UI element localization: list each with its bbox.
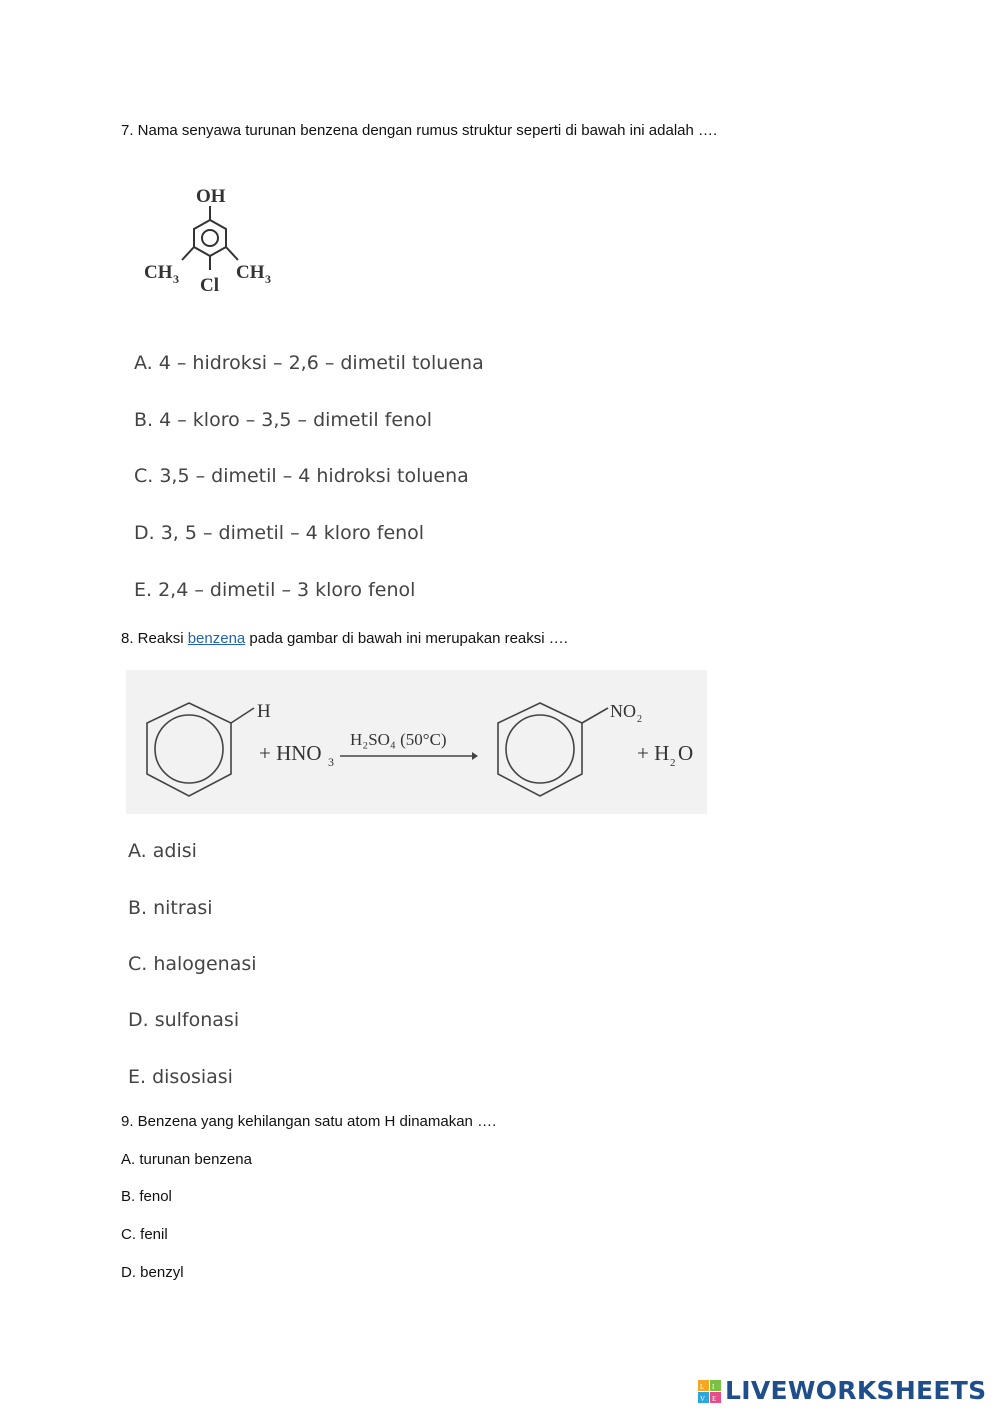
q8-option-c[interactable]: C. halogenasi — [128, 953, 257, 975]
q8-option-d[interactable]: D. sulfonasi — [128, 1009, 240, 1031]
q9-option-c[interactable]: C. fenil — [121, 1226, 168, 1243]
q8-h2o-label: + H — [637, 741, 670, 765]
liveworksheets-logo-text: LIVEWORKSHEETS — [725, 1376, 987, 1405]
q8-option-e[interactable]: E. disosiasi — [128, 1066, 233, 1088]
q8-no2-label: NO — [610, 701, 636, 721]
q8-text-suffix: pada gambar di bawah ini merupakan reaksi …. — [245, 630, 568, 647]
q7-option-d[interactable]: D. 3, 5 – dimetil – 4 kloro fenol — [134, 522, 425, 544]
q8-option-a[interactable]: A. adisi — [128, 840, 197, 862]
q7-benzene-ring — [194, 220, 226, 256]
q7-option-b[interactable]: B. 4 – kloro – 3,5 – dimetil fenol — [134, 409, 432, 431]
svg-text:E: E — [712, 1395, 717, 1403]
q8-option-b[interactable]: B. nitrasi — [128, 897, 213, 919]
q7-ch3-left-label: CH — [144, 262, 173, 283]
q8-h2o-o: O — [678, 741, 694, 765]
q9-option-b[interactable]: B. fenol — [121, 1188, 172, 1205]
q7-oh-label: OH — [196, 186, 226, 207]
q8-text-prefix: 8. Reaksi — [121, 630, 188, 647]
q7-option-e[interactable]: E. 2,4 – dimetil – 3 kloro fenol — [134, 579, 416, 601]
q7-option-a[interactable]: A. 4 – hidroksi – 2,6 – dimetil toluena — [134, 352, 484, 374]
question-8-text — [121, 630, 568, 647]
q8-no2-sub: 2 — [637, 714, 642, 725]
q9-option-a[interactable]: A. turunan benzena — [121, 1151, 252, 1168]
q8-reaction-image — [126, 670, 707, 814]
benzena-link[interactable]: benzena — [187, 630, 246, 647]
svg-text:V: V — [700, 1395, 706, 1403]
q7-structure-image — [138, 178, 288, 298]
q7-ch3-right-sub: 3 — [265, 272, 271, 286]
liveworksheets-badge-icon — [698, 1380, 722, 1404]
q7-ch3-right-label: CH — [236, 262, 265, 283]
q8-catalyst-label: H₂SO₄ (50°C) — [350, 730, 447, 749]
question-9-text: 9. Benzena yang kehilangan satu atom H dinamakan …. — [121, 1113, 497, 1130]
q7-cl-label: Cl — [200, 275, 219, 296]
q7-option-c[interactable]: C. 3,5 – dimetil – 4 hidroksi toluena — [134, 465, 469, 487]
q8-hno3-sub: 3 — [328, 755, 334, 769]
q9-option-d[interactable]: D. benzyl — [121, 1264, 184, 1281]
q7-ch3-left-sub: 3 — [173, 272, 179, 286]
svg-text:I: I — [712, 1383, 715, 1391]
liveworksheets-logo — [698, 1378, 994, 1410]
q8-h-label: H — [257, 701, 271, 722]
q7-ring-circle — [202, 230, 218, 246]
q8-h2o-sub: 2 — [670, 757, 676, 769]
svg-text:L: L — [700, 1383, 705, 1391]
q8-hno3-label: + HNO — [259, 741, 322, 765]
question-7-text: 7. Nama senyawa turunan benzena dengan rumus struktur seperti di bawah ini adalah …. — [121, 122, 718, 139]
